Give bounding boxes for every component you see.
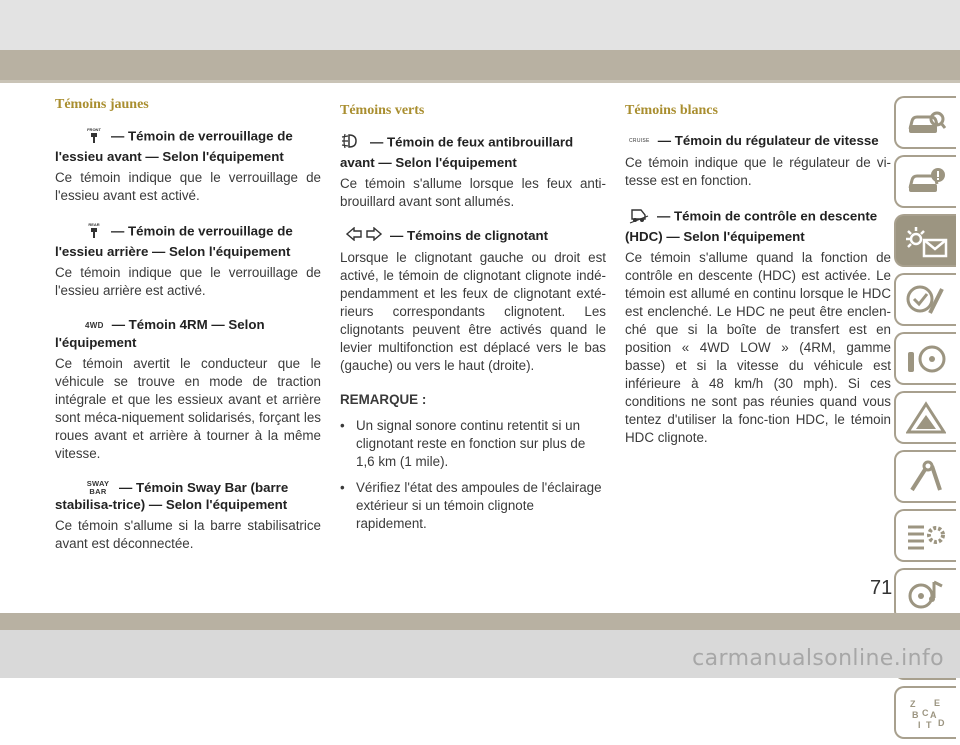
- item-title: [340, 227, 606, 245]
- remark-bullet: • Un signal sonore continu retentit si un clignotant reste en fonction sur plus de 1,6 km (1 mile).: [340, 417, 606, 471]
- cruise-icon: CRUISE: [629, 137, 650, 144]
- tab-car-search[interactable]: [894, 96, 956, 149]
- item-title-text: — Témoin 4RM — Selon l'équipement: [55, 317, 265, 350]
- tab-road-hazard[interactable]: [894, 391, 956, 444]
- steering-icon: [906, 342, 946, 376]
- 4wd-icon: 4WD: [85, 320, 104, 330]
- car-info-icon: [906, 166, 946, 198]
- svg-text:Z: Z: [910, 698, 916, 709]
- item-title-text: — Témoins de clignotant: [390, 228, 549, 243]
- page-number: 71: [870, 577, 893, 599]
- item-body: Ce témoin s'allume lorsque les feux anti-brouillard avant sont allumés.: [340, 176, 606, 209]
- top-margin: [0, 0, 960, 52]
- item-title-text: — Témoin de contrôle en descente (HDC) — Selon l'équipement: [625, 208, 878, 244]
- tab-checklist[interactable]: [894, 273, 956, 326]
- item-body: Ce témoin indique que le verrouillage de l'essieu arrière est activé.: [55, 265, 321, 298]
- item-body: Ce témoin s'allume si la barre stabilisatrice avant est déconnectée.: [55, 518, 321, 552]
- item-title-text: — Témoin du régulateur de vitesse: [657, 133, 879, 148]
- item-body: Ce témoin indique que le verrouillage de l'essieu avant est activé.: [55, 170, 321, 203]
- item-title: [55, 126, 321, 165]
- tab-index[interactable]: [894, 686, 956, 739]
- watermark-text: carmanualsonline.info: [692, 646, 944, 671]
- settings-list-icon: [906, 519, 946, 553]
- music-icon: [906, 578, 946, 612]
- tab-settings-list[interactable]: [894, 509, 956, 562]
- item-title-text: — Témoin de verrouillage de l'essieu arrière — Selon l'équipement: [55, 223, 293, 259]
- svg-text:D: D: [938, 717, 945, 728]
- road-hazard-icon: [906, 401, 946, 435]
- svg-text:A: A: [930, 709, 937, 720]
- turn-signal-icon: [346, 227, 382, 245]
- section-heading-white: Témoins blancs: [625, 103, 718, 118]
- tab-warning-lights[interactable]: [894, 214, 956, 267]
- section-heading-yellow: Témoins jaunes: [55, 97, 149, 112]
- item-title: [55, 316, 321, 351]
- watermark: [0, 646, 960, 671]
- item-title: [340, 132, 606, 171]
- svg-text:E: E: [934, 697, 941, 708]
- hdc-icon: [629, 206, 649, 228]
- column-green: [340, 96, 606, 541]
- tools-icon: [906, 460, 946, 494]
- index-icon: [906, 696, 946, 730]
- item-title: [625, 132, 891, 150]
- tab-tools[interactable]: [894, 450, 956, 503]
- rear-icon-text: REAR: [88, 222, 100, 227]
- car-search-icon: [906, 107, 946, 139]
- svg-text:T: T: [926, 719, 932, 730]
- svg-text:C: C: [922, 707, 929, 718]
- item-body: Lorsque le clignotant gauche ou droit est activé, le témoin de clignotant clignote indé-pendamment et les feux de clignotant exté-rieurs correspondants clignotent. Les clignotants peuvent être activés quand le levier multifonction est déplacé vers le bas (gauche) ou vers le haut (droite).: [340, 250, 606, 374]
- remark-bullet: • Vérifiez l'état des ampoules de l'éclairage extérieur si un témoin clignote rapidement.: [340, 479, 606, 533]
- front-icon-text: FRONT: [87, 127, 101, 132]
- tab-steering[interactable]: [894, 332, 956, 385]
- item-title: [55, 221, 321, 260]
- remark-label: REMARQUE :: [340, 392, 427, 408]
- section-heading-green: Témoins verts: [340, 103, 425, 118]
- item-title: [55, 479, 321, 513]
- fog-lamp-icon: [340, 132, 362, 154]
- item-title: [625, 206, 891, 245]
- front-axle-lock-icon: [85, 126, 103, 148]
- item-body: Ce témoin avertit le conducteur que le véhicule se trouve en mode de traction intégrale et que les essieux avant et arrière sont méca-niquement solidarisés, forçant les roues avant et arrière à tourner à la même vitesse.: [55, 355, 321, 461]
- tab-car-info[interactable]: [894, 155, 956, 208]
- svg-text:B: B: [912, 709, 919, 720]
- column-white: [625, 96, 891, 463]
- item-title-text: — Témoin de feux antibrouillard avant — Selon l'équipement: [340, 134, 574, 170]
- bottom-band: [0, 613, 960, 630]
- svg-text:I: I: [918, 719, 921, 730]
- item-body: Ce témoin indique que le régulateur de vi-tesse est en fonction.: [625, 154, 891, 188]
- item-body: Ce témoin s'allume quand la fonction de contrôle en descente (HDC) est activée. Le témoin est allumé en continu lorsque le HDC est enclenché. Le HDC ne peut être enclen-ché que si la boîte de transfert est en position « 4WD LOW » (4RM, gamme basse) et si la vitesse du véhicule est inférieure à 48 km/h (30 mph). Si ces conditions ne sont pas réunies quand vous tentez d'utiliser la fonc-tion HDC, le témoin HDC clignote.: [625, 249, 891, 445]
- item-title-text: — Témoin de verrouillage de l'essieu avant — Selon l'équipement: [55, 128, 293, 164]
- remark-list: [340, 417, 606, 533]
- column-yellow: [55, 96, 321, 569]
- item-title-text: — Témoin Sway Bar (barre stabilisa-trice) — Selon l'équipement: [55, 479, 289, 513]
- sway-bar-icon: SWAY BAR: [86, 479, 110, 497]
- warning-lights-icon: [904, 224, 948, 258]
- checklist-icon: [906, 283, 946, 317]
- rear-axle-lock-icon: [85, 221, 103, 243]
